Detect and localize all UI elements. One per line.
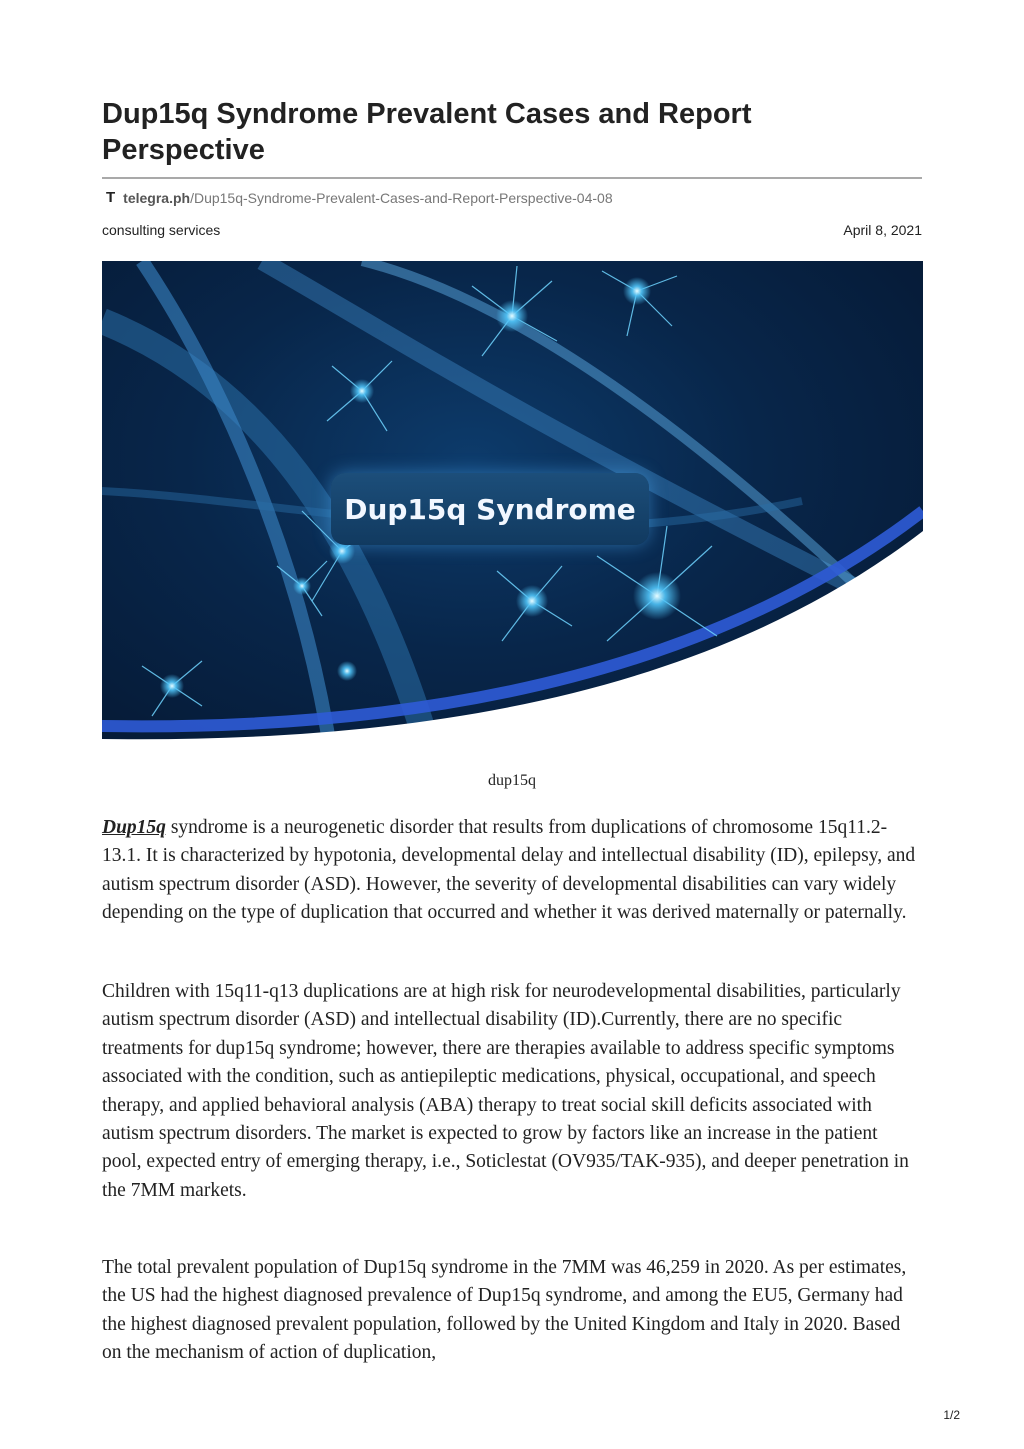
dup15q-link[interactable]: Dup15q xyxy=(102,817,166,838)
source-domain: telegra.ph xyxy=(123,189,191,206)
brand-logo xyxy=(706,714,913,748)
author-name: consulting services xyxy=(102,222,221,238)
publish-date: April 8, 2021 xyxy=(843,222,922,238)
source-url[interactable] xyxy=(102,189,613,206)
page-number: 1/2 xyxy=(943,1408,960,1422)
image-caption: dup15q xyxy=(488,772,536,789)
brand-name: ELVEINSIGHT xyxy=(732,717,913,745)
paragraph-intro xyxy=(102,814,922,928)
title-divider xyxy=(102,177,922,179)
hero-label: Dup15q Syndrome xyxy=(331,473,649,545)
telegraph-icon: T xyxy=(106,189,116,206)
source-path: /Dup15q-Syndrome-Prevalent-Cases-and-Report-Perspective-04-08 xyxy=(190,189,613,206)
delveinsight-logo-icon xyxy=(706,714,730,748)
paragraph-intro-text: syndrome is a neurogenetic disorder that results from duplications of chromosome 15q11.2-13.1. It is characterized by hypotonia, developmental delay and intellectual disability (ID), epilepsy, and autism spectrum disorder (ASD). However, the severity of developmental disabilities can vary widely depending on the type of duplication that occurred and whether it was derived maternally or paternally. xyxy=(102,817,916,924)
paragraph-prevalence: The total prevalent population of Dup15q syndrome in the 7MM was 46,259 in 2020. As per estimates, the US had the highest diagnosed prevalence of Dup15q syndrome, and among the EU5, Germany had the highest diagnosed prevalent population, followed by the United Kingdom and Italy in 2020. Based on the mechanism of action of duplication, xyxy=(102,1257,907,1364)
paragraph-treatment: Children with 15q11-q13 duplications are at high risk for neurodevelopmental disabilities, particularly autism spectrum disorder (ASD) and intellectual disability (ID).Currently, there are no specific treatments for dup15q syndrome; however, there are therapies available to address specific symptoms associated with the condition, such as antiepileptic medications, physical, occupational, and speech therapy, and applied behavioral analysis (ABA) therapy to treat social skill deficits associated with autism spectrum disorders. The market is expected to grow by factors like an increase in the patient pool, expected entry of emerging therapy, i.e., Soticlestat (OV935/TAK-935), and deeper penetration in the 7MM markets. xyxy=(102,981,909,1201)
hero-image xyxy=(102,261,923,760)
article-title: Dup15q Syndrome Prevalent Cases and Report Perspective xyxy=(102,98,752,166)
